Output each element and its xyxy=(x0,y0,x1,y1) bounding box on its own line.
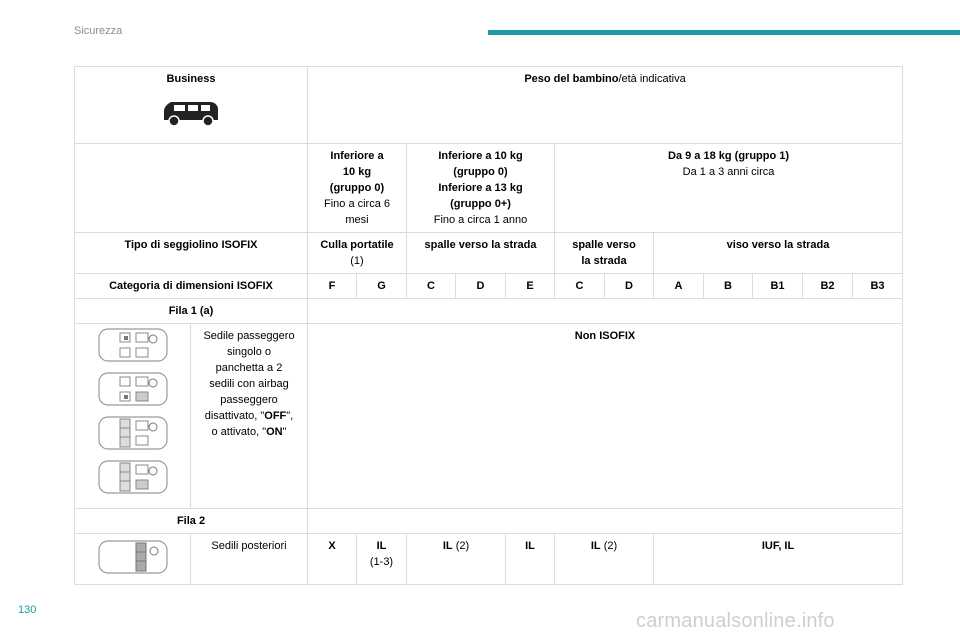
front-seat-diagrams xyxy=(75,324,191,509)
w1-l5: mesi xyxy=(345,214,369,226)
rear-iuf: IUF, IL xyxy=(654,534,903,585)
type-rear2-l2: la strada xyxy=(581,255,627,267)
front-seat-l7c: " xyxy=(282,426,287,438)
front-seat-l2: singolo o xyxy=(226,346,272,358)
rear-il2-note: (2) xyxy=(452,540,470,552)
weight-group-1 xyxy=(308,144,407,233)
page-number: 130 xyxy=(18,604,37,616)
business-label: Business xyxy=(166,73,216,85)
rear-seat-label: Sedili posteriori xyxy=(191,534,308,585)
front-seat-l6c: ", xyxy=(286,410,294,422)
w1-l4: Fino a circa 6 xyxy=(323,198,391,210)
front-seat-l4: sedili con airbag xyxy=(209,378,289,390)
cat-cell: F xyxy=(308,274,357,299)
type-cradle: Culla portatile xyxy=(320,239,394,251)
empty-cell xyxy=(75,144,308,233)
w2-l3: Inferiore a 13 kg xyxy=(438,182,523,194)
cat-cell: G xyxy=(357,274,407,299)
front-seat-l7 xyxy=(194,424,304,440)
cat-cell: B1 xyxy=(753,274,803,299)
w1-l3: (gruppo 0) xyxy=(329,182,385,194)
section-title: Sicurezza xyxy=(74,25,123,37)
type-cradle-cell xyxy=(308,233,407,274)
front-seat-l1: Sedile passeggero xyxy=(203,330,295,342)
type-rear2-l1: spalle verso xyxy=(572,239,636,251)
row2-label: Fila 2 xyxy=(75,509,308,534)
type-cradle-note: (1) xyxy=(350,255,364,267)
van-icon xyxy=(161,99,221,127)
w3-l2: Da 1 a 3 anni circa xyxy=(682,166,775,178)
cat-cell: B2 xyxy=(803,274,853,299)
row1-label: Fila 1 (a) xyxy=(75,299,308,324)
isofix-table xyxy=(74,66,903,585)
w2-l5: Fino a circa 1 anno xyxy=(433,214,528,226)
cat-label: Categoria di dimensioni ISOFIX xyxy=(75,274,308,299)
weight-title-rest: /età indicativa xyxy=(618,73,686,85)
rear-il4: IL xyxy=(590,540,601,552)
rear-il-cell xyxy=(357,534,407,585)
front-seat-l7a: o attivato, " xyxy=(211,426,267,438)
rear-il2-cell xyxy=(407,534,506,585)
w1-l2: 10 kg xyxy=(342,166,372,178)
cat-cell: C xyxy=(407,274,456,299)
type-rear: spalle verso la strada xyxy=(407,233,555,274)
rear-il2: IL xyxy=(442,540,453,552)
weight-title-bold: Peso del bambino xyxy=(524,73,619,85)
w2-l2: (gruppo 0) xyxy=(453,166,508,178)
car-topview-icon xyxy=(98,460,168,494)
cat-cell: B3 xyxy=(853,274,903,299)
rear-il-note: (1-3) xyxy=(369,556,394,568)
cat-cell: D xyxy=(456,274,506,299)
business-cell xyxy=(75,67,308,144)
rear-il3: IL xyxy=(506,534,555,585)
car-topview-icon xyxy=(98,416,168,450)
cat-cell: B xyxy=(704,274,753,299)
weight-group-3 xyxy=(555,144,903,233)
front-seat-l5: passeggero xyxy=(220,394,278,406)
type-forward: viso verso la strada xyxy=(654,233,903,274)
cat-cell: D xyxy=(605,274,654,299)
front-seat-l6a: disattivato, " xyxy=(204,410,265,422)
cat-cell: E xyxy=(506,274,555,299)
w1-l1: Inferiore a xyxy=(330,150,384,162)
w2-l4: (gruppo 0+) xyxy=(450,198,511,210)
type-rear2-cell xyxy=(555,233,654,274)
cat-cell: A xyxy=(654,274,704,299)
w3-l1: Da 9 a 18 kg (gruppo 1) xyxy=(668,150,790,162)
rear-seat-diagram xyxy=(75,534,191,585)
accent-bar xyxy=(488,30,960,35)
non-isofix-cell: Non ISOFIX xyxy=(308,324,903,509)
car-topview-icon xyxy=(98,372,168,406)
weight-title-cell xyxy=(308,67,903,144)
empty-cell xyxy=(308,299,903,324)
rear-il4-note: (2) xyxy=(600,540,618,552)
on-label: ON xyxy=(266,426,283,438)
car-topview-icon xyxy=(98,540,168,574)
rear-il: IL xyxy=(376,540,387,552)
front-seat-l3: panchetta a 2 xyxy=(215,362,283,374)
type-label: Tipo di seggiolino ISOFIX xyxy=(75,233,308,274)
rear-x: X xyxy=(308,534,357,585)
cat-cell: C xyxy=(555,274,605,299)
watermark: carmanualsonline.info xyxy=(636,610,835,632)
weight-group-2 xyxy=(407,144,555,233)
front-seat-description xyxy=(191,324,308,509)
empty-cell xyxy=(308,509,903,534)
front-seat-l6 xyxy=(194,408,304,424)
rear-il4-cell xyxy=(555,534,654,585)
off-label: OFF xyxy=(264,410,287,422)
car-topview-icon xyxy=(98,328,168,362)
w2-l1: Inferiore a 10 kg xyxy=(438,150,523,162)
